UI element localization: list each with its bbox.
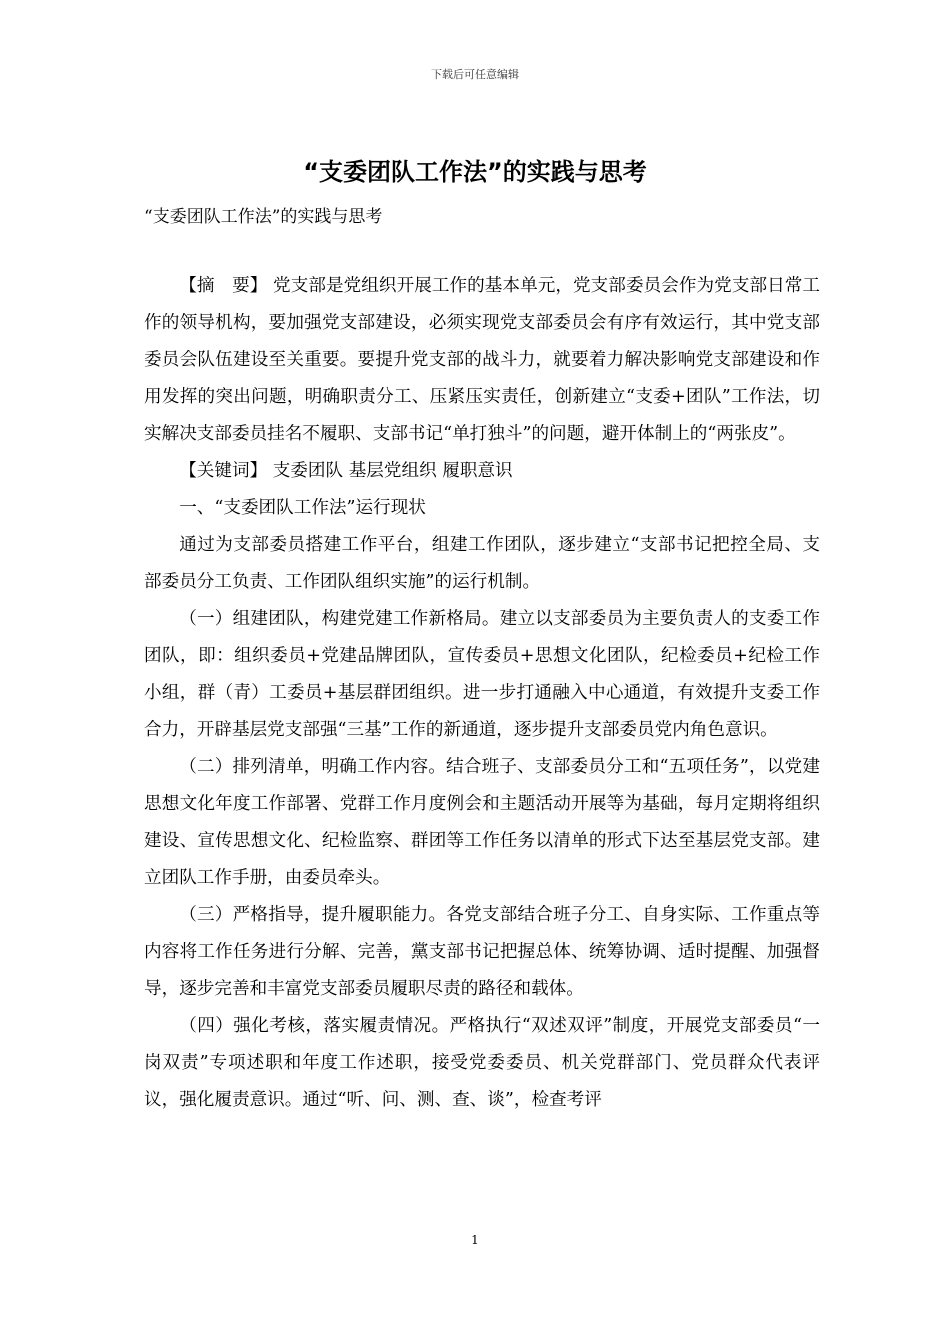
body-paragraph: （二）排列清单，明确工作内容。结合班子、支部委员分工和“五项任务”，以党建思想文化年度工作部署、党群工作月度例会和主题活动开展等为基础，每月定期将组织建设、宣传思想文化、纪检监察、群团等工作任务以清单的形式下达至基层党支部。建立团队工作手册，由委员牵头。 [144,757,820,888]
document-body [144,268,820,1119]
body-paragraph: （四）强化考核，落实履责情况。严格执行“双述双评”制度，开展党支部委员“一岗双责”专项述职和年度工作述职，接受党委委员、机关党群部门、党员群众代表评议，强化履责意识。通过“听、问、测、查、谈”，检查考评 [144,1016,820,1110]
abstract-paragraph: 【摘 要】 党支部是党组织开展工作的基本单元，党支部委员会作为党支部日常工作的领导机构，要加强党支部建设，必须实现党支部委员会有序有效运行，其中党支部委员会队伍建设至关重要。要提升党支部的战斗力，就要着力解决影响党支部建设和作用发挥的突出问题，明确职责分工、压紧压实责任，创新建立“支委+团队”工作法，切实解决支部委员挂名不履职、支部书记“单打独斗”的问题，避开体制上的“两张皮”。 [144,276,820,444]
header-note: 下载后可任意编辑 [431,68,519,81]
document-subtitle: “支委团队工作法”的实践与思考 [144,207,383,227]
body-paragraph: （三）严格指导，提升履职能力。各党支部结合班子分工、自身实际、工作重点等内容将工作任务进行分解、完善，黨支部书记把握总体、统筹协调、适时提醒、加强督导，逐步完善和丰富党支部委员履职尽责的路径和载体。 [144,905,820,999]
section-heading: 一、“支委团队工作法”运行现状 [179,498,426,518]
body-paragraph: （一）组建团队，构建党建工作新格局。建立以支部委员为主要负责人的支委工作团队，即：组织委员+党建品牌团队，宣传委员+思想文化团队，纪检委员+纪检工作小组，群（青）工委员+基层群团组织。进一步打通融入中心通道，有效提升支委工作合力，开辟基层党支部强“三基”工作的新通道，逐步提升支部委员党内角色意识。 [144,609,820,740]
body-paragraph: 通过为支部委员搭建工作平台，组建工作团队，逐步建立“支部书记把控全局、支部委员分工负责、工作团队组织实施”的运行机制。 [144,535,820,592]
page-number: 1 [471,1233,479,1247]
document-title: “支委团队工作法”的实践与思考 [303,158,647,186]
keywords-paragraph: 【关键词】 支委团队 基层党组织 履职意识 [179,461,513,481]
